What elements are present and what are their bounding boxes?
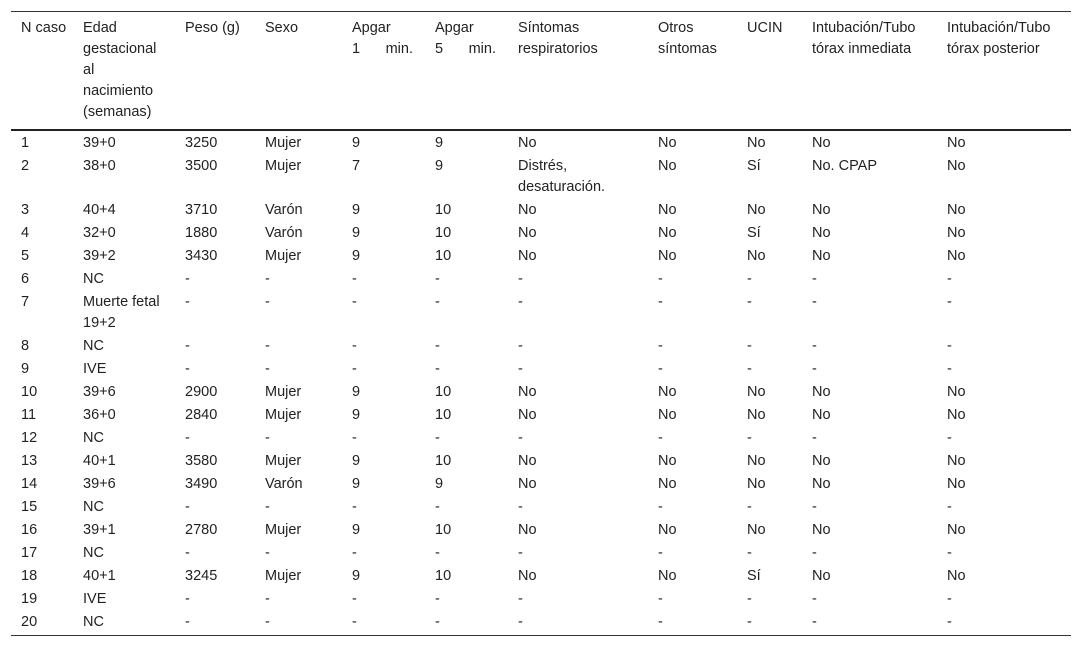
- cell-otros-sintomas: No: [658, 202, 677, 218]
- cell-sexo: -: [265, 499, 270, 515]
- cell-otros-sintomas: No: [658, 522, 677, 538]
- header-apgar-1: [342, 12, 425, 131]
- cell-intubacion-posterior: No: [947, 135, 966, 151]
- cell-peso: 3580: [185, 453, 218, 469]
- table-row: [11, 246, 1071, 269]
- cell-sexo: Varón: [265, 225, 303, 241]
- cell-ucin: -: [747, 294, 752, 310]
- cell-otros-sintomas: No: [658, 248, 677, 264]
- cell-intubacion-inmediata: No: [812, 568, 831, 584]
- cell-otros-sintomas: No: [658, 453, 677, 469]
- cell-apgar-5: -: [435, 338, 440, 354]
- header-intubacion-posterior: Intubación/Tubo tórax posterior: [947, 20, 1051, 57]
- header-apgar-5: [425, 12, 508, 131]
- cell-edad-gestacional: 32+0: [83, 225, 116, 241]
- cell-sexo: -: [265, 591, 270, 607]
- cell-intubacion-posterior: No: [947, 476, 966, 492]
- cell-sintomas-respiratorios: -: [518, 361, 523, 377]
- header-edad-gestacional: [73, 12, 175, 131]
- cell-apgar-1: 9: [352, 407, 361, 423]
- cell-sintomas-respiratorios: No: [518, 407, 537, 423]
- table-row: [11, 269, 1071, 292]
- cell-n-caso: 18: [21, 568, 38, 584]
- table-row: [11, 474, 1071, 497]
- cell-otros-sintomas: -: [658, 430, 663, 446]
- cell-n-caso: 3: [21, 202, 30, 218]
- cell-ucin: -: [747, 614, 752, 630]
- table-row: [11, 359, 1071, 382]
- cell-ucin: No: [747, 476, 766, 492]
- table-container: [11, 11, 1071, 636]
- cell-sexo: -: [265, 545, 270, 561]
- cell-sexo: Mujer: [265, 135, 302, 151]
- cell-edad-gestacional: 36+0: [83, 407, 116, 423]
- cell-apgar-1: 9: [352, 384, 361, 400]
- table-row: [11, 520, 1071, 543]
- header-apgar-1-unit: min.: [385, 41, 413, 57]
- table-row: [11, 451, 1071, 474]
- cell-intubacion-posterior: No: [947, 384, 966, 400]
- cell-otros-sintomas: No: [658, 225, 677, 241]
- cell-peso: 2900: [185, 384, 218, 400]
- cell-otros-sintomas: No: [658, 135, 677, 151]
- cell-edad-gestacional: 40+1: [83, 453, 116, 469]
- cell-ucin: -: [747, 338, 752, 354]
- cell-intubacion-inmediata: -: [812, 430, 817, 446]
- header-row: [11, 12, 1071, 131]
- cell-peso: -: [185, 338, 190, 354]
- cell-peso: -: [185, 430, 190, 446]
- cell-n-caso: 4: [21, 225, 30, 241]
- cell-apgar-5: 9: [435, 135, 444, 151]
- cell-otros-sintomas: No: [658, 384, 677, 400]
- cell-intubacion-inmediata: -: [812, 545, 817, 561]
- cell-otros-sintomas: -: [658, 545, 663, 561]
- cell-apgar-5: 10: [435, 453, 452, 469]
- cell-ucin: -: [747, 545, 752, 561]
- cell-sintomas-respiratorios: No: [518, 568, 537, 584]
- cell-edad-gestacional: 39+0: [83, 135, 116, 151]
- cell-intubacion-inmediata: No: [812, 522, 831, 538]
- header-edad-line: (semanas): [83, 104, 152, 120]
- cell-apgar-5: -: [435, 271, 440, 287]
- cell-ucin: No: [747, 248, 766, 264]
- cell-intubacion-posterior: -: [947, 499, 952, 515]
- cell-edad-gestacional: 39+6: [83, 384, 116, 400]
- cell-peso: 3250: [185, 135, 218, 151]
- cell-apgar-1: 9: [352, 248, 361, 264]
- table-row: [11, 543, 1071, 566]
- cell-edad-gestacional: Muerte fetal 19+2: [83, 294, 160, 331]
- cell-n-caso: 14: [21, 476, 38, 492]
- header-apgar-5-word: Apgar: [435, 20, 474, 36]
- header-apgar-1-number: 1: [352, 41, 361, 57]
- table-row: [11, 589, 1071, 612]
- cell-intubacion-inmediata: No: [812, 476, 831, 492]
- cell-intubacion-posterior: No: [947, 202, 966, 218]
- cell-apgar-5: 10: [435, 384, 452, 400]
- header-apgar-1-sub: [352, 39, 421, 60]
- cell-peso: -: [185, 545, 190, 561]
- cell-sintomas-respiratorios: -: [518, 591, 523, 607]
- cell-sintomas-respiratorios: No: [518, 135, 537, 151]
- cell-sintomas-respiratorios: No: [518, 384, 537, 400]
- cell-apgar-5: -: [435, 614, 440, 630]
- cell-sintomas-respiratorios: No: [518, 202, 537, 218]
- header-edad-line: nacimiento: [83, 83, 154, 99]
- cell-n-caso: 10: [21, 384, 38, 400]
- cell-apgar-5: -: [435, 591, 440, 607]
- cell-apgar-5: -: [435, 361, 440, 377]
- cell-sexo: -: [265, 338, 270, 354]
- cell-n-caso: 15: [21, 499, 38, 515]
- cell-sexo: Mujer: [265, 407, 302, 423]
- cell-sexo: Varón: [265, 202, 303, 218]
- cell-apgar-1: -: [352, 545, 357, 561]
- cell-otros-sintomas: -: [658, 499, 663, 515]
- cell-ucin: Sí: [747, 158, 761, 174]
- table-header: [11, 12, 1071, 131]
- cell-n-caso: 20: [21, 614, 38, 630]
- cell-intubacion-posterior: -: [947, 271, 952, 287]
- cell-intubacion-posterior: -: [947, 591, 952, 607]
- table-row: [11, 130, 1071, 156]
- cell-intubacion-inmediata: No: [812, 407, 831, 423]
- cell-intubacion-posterior: No: [947, 568, 966, 584]
- cell-intubacion-inmediata: -: [812, 361, 817, 377]
- cell-ucin: No: [747, 202, 766, 218]
- cell-sexo: -: [265, 430, 270, 446]
- cell-edad-gestacional: 40+1: [83, 568, 116, 584]
- cell-apgar-1: -: [352, 614, 357, 630]
- cell-apgar-1: 9: [352, 225, 361, 241]
- cell-intubacion-inmediata: No: [812, 135, 831, 151]
- cell-edad-gestacional: 39+6: [83, 476, 116, 492]
- cell-n-caso: 5: [21, 248, 30, 264]
- cell-apgar-1: -: [352, 338, 357, 354]
- cell-sexo: Mujer: [265, 248, 302, 264]
- cell-intubacion-posterior: No: [947, 407, 966, 423]
- cell-apgar-5: 10: [435, 202, 452, 218]
- cell-peso: 3490: [185, 476, 218, 492]
- cell-intubacion-inmediata: No: [812, 202, 831, 218]
- header-apgar-5-number: 5: [435, 41, 444, 57]
- cell-intubacion-posterior: No: [947, 158, 966, 174]
- cell-n-caso: 12: [21, 430, 38, 446]
- cell-apgar-5: -: [435, 499, 440, 515]
- cell-sintomas-respiratorios: No: [518, 453, 537, 469]
- cell-otros-sintomas: -: [658, 591, 663, 607]
- cell-apgar-1: -: [352, 430, 357, 446]
- cell-apgar-5: 9: [435, 158, 444, 174]
- cell-sintomas-respiratorios: No: [518, 225, 537, 241]
- cell-sintomas-respiratorios: -: [518, 294, 523, 310]
- cell-intubacion-posterior: -: [947, 294, 952, 310]
- cell-peso: -: [185, 294, 190, 310]
- header-otros-sintomas: Otros síntomas: [658, 20, 717, 57]
- cell-ucin: -: [747, 271, 752, 287]
- table-row: [11, 200, 1071, 223]
- cell-ucin: -: [747, 361, 752, 377]
- cell-apgar-5: -: [435, 294, 440, 310]
- cell-otros-sintomas: -: [658, 361, 663, 377]
- cell-sintomas-respiratorios: -: [518, 545, 523, 561]
- cell-apgar-5: 10: [435, 225, 452, 241]
- cell-edad-gestacional: 39+2: [83, 248, 116, 264]
- cell-edad-gestacional: 39+1: [83, 522, 116, 538]
- cell-otros-sintomas: -: [658, 294, 663, 310]
- cell-intubacion-inmediata: No: [812, 453, 831, 469]
- cell-sexo: -: [265, 361, 270, 377]
- cell-n-caso: 16: [21, 522, 38, 538]
- table-row: [11, 566, 1071, 589]
- cell-peso: 3710: [185, 202, 218, 218]
- cell-edad-gestacional: 38+0: [83, 158, 116, 174]
- cell-apgar-1: 9: [352, 453, 361, 469]
- cell-edad-gestacional: NC: [83, 430, 104, 446]
- cell-sintomas-respiratorios: -: [518, 499, 523, 515]
- cell-peso: 3245: [185, 568, 218, 584]
- cell-apgar-1: -: [352, 361, 357, 377]
- table-row: [11, 292, 1071, 336]
- cell-intubacion-inmediata: No. CPAP: [812, 158, 878, 174]
- cell-sintomas-respiratorios: No: [518, 522, 537, 538]
- cell-intubacion-posterior: -: [947, 614, 952, 630]
- cell-intubacion-posterior: No: [947, 248, 966, 264]
- header-sintomas-respiratorios: Síntomas respiratorios: [518, 20, 598, 57]
- table-row: [11, 223, 1071, 246]
- header-sexo: Sexo: [265, 20, 299, 36]
- cell-apgar-1: -: [352, 271, 357, 287]
- cell-sexo: -: [265, 614, 270, 630]
- cell-peso: 2780: [185, 522, 218, 538]
- cell-peso: -: [185, 614, 190, 630]
- cell-edad-gestacional: NC: [83, 338, 104, 354]
- cell-ucin: -: [747, 499, 752, 515]
- cell-apgar-1: 7: [352, 158, 361, 174]
- cell-sexo: -: [265, 271, 270, 287]
- table-row: [11, 428, 1071, 451]
- cell-sintomas-respiratorios: No: [518, 248, 537, 264]
- cell-sintomas-respiratorios: -: [518, 614, 523, 630]
- header-edad-line: al: [83, 62, 95, 78]
- table-row: [11, 336, 1071, 359]
- cell-intubacion-posterior: -: [947, 430, 952, 446]
- cell-intubacion-inmediata: No: [812, 384, 831, 400]
- cell-intubacion-inmediata: No: [812, 225, 831, 241]
- cell-intubacion-inmediata: -: [812, 294, 817, 310]
- cell-sintomas-respiratorios: -: [518, 338, 523, 354]
- cell-otros-sintomas: -: [658, 271, 663, 287]
- cell-peso: 2840: [185, 407, 218, 423]
- cell-apgar-1: -: [352, 591, 357, 607]
- cell-peso: -: [185, 591, 190, 607]
- cell-edad-gestacional: 40+4: [83, 202, 116, 218]
- cell-apgar-1: 9: [352, 135, 361, 151]
- header-edad-line: Edad: [83, 20, 117, 36]
- cell-otros-sintomas: No: [658, 476, 677, 492]
- table-body: [11, 130, 1071, 636]
- cell-peso: 3430: [185, 248, 218, 264]
- cell-ucin: Sí: [747, 568, 761, 584]
- cell-apgar-1: 9: [352, 202, 361, 218]
- cell-sexo: Mujer: [265, 568, 302, 584]
- cell-edad-gestacional: IVE: [83, 361, 107, 377]
- header-ucin: UCIN: [747, 20, 783, 36]
- neonatal-outcomes-table: [11, 11, 1071, 636]
- cell-apgar-5: 10: [435, 568, 452, 584]
- cell-apgar-5: 9: [435, 476, 444, 492]
- cell-n-caso: 8: [21, 338, 30, 354]
- header-edad-line: gestacional: [83, 41, 157, 57]
- cell-ucin: No: [747, 407, 766, 423]
- cell-sintomas-respiratorios: Distrés, desaturación.: [518, 158, 606, 195]
- cell-ucin: -: [747, 591, 752, 607]
- cell-intubacion-inmediata: -: [812, 499, 817, 515]
- cell-apgar-1: 9: [352, 568, 361, 584]
- cell-n-caso: 2: [21, 158, 30, 174]
- cell-n-caso: 1: [21, 135, 30, 151]
- cell-apgar-5: 10: [435, 407, 452, 423]
- cell-n-caso: 6: [21, 271, 30, 287]
- cell-intubacion-posterior: -: [947, 338, 952, 354]
- cell-otros-sintomas: No: [658, 158, 677, 174]
- cell-sexo: Mujer: [265, 384, 302, 400]
- cell-edad-gestacional: IVE: [83, 591, 107, 607]
- cell-intubacion-inmediata: No: [812, 248, 831, 264]
- cell-edad-gestacional: NC: [83, 614, 104, 630]
- cell-n-caso: 13: [21, 453, 38, 469]
- cell-apgar-5: -: [435, 430, 440, 446]
- cell-sintomas-respiratorios: -: [518, 430, 523, 446]
- cell-apgar-1: -: [352, 294, 357, 310]
- cell-intubacion-inmediata: -: [812, 338, 817, 354]
- cell-edad-gestacional: NC: [83, 271, 104, 287]
- cell-sexo: Varón: [265, 476, 303, 492]
- cell-otros-sintomas: No: [658, 568, 677, 584]
- cell-intubacion-posterior: -: [947, 361, 952, 377]
- cell-intubacion-posterior: No: [947, 225, 966, 241]
- cell-ucin: No: [747, 522, 766, 538]
- cell-peso: 3500: [185, 158, 218, 174]
- cell-intubacion-inmediata: -: [812, 614, 817, 630]
- table-row: [11, 382, 1071, 405]
- cell-intubacion-posterior: -: [947, 545, 952, 561]
- table-row: [11, 156, 1071, 200]
- header-n-caso: N caso: [21, 20, 67, 36]
- cell-apgar-1: 9: [352, 522, 361, 538]
- cell-peso: -: [185, 499, 190, 515]
- header-apgar-5-unit: min.: [468, 41, 496, 57]
- table-row: [11, 497, 1071, 520]
- table-row: [11, 405, 1071, 428]
- cell-intubacion-inmediata: -: [812, 271, 817, 287]
- cell-otros-sintomas: No: [658, 407, 677, 423]
- cell-ucin: No: [747, 453, 766, 469]
- header-apgar-1-word: Apgar: [352, 20, 391, 36]
- header-intubacion-inmediata: Intubación/Tubo tórax inmediata: [812, 20, 916, 57]
- table-row: [11, 612, 1071, 636]
- cell-otros-sintomas: -: [658, 338, 663, 354]
- cell-apgar-5: 10: [435, 248, 452, 264]
- cell-edad-gestacional: NC: [83, 545, 104, 561]
- cell-ucin: -: [747, 430, 752, 446]
- cell-edad-gestacional: NC: [83, 499, 104, 515]
- cell-sintomas-respiratorios: -: [518, 271, 523, 287]
- cell-n-caso: 11: [21, 407, 37, 423]
- cell-n-caso: 17: [21, 545, 38, 561]
- cell-ucin: No: [747, 384, 766, 400]
- cell-peso: -: [185, 271, 190, 287]
- cell-otros-sintomas: -: [658, 614, 663, 630]
- cell-ucin: No: [747, 135, 766, 151]
- cell-intubacion-inmediata: -: [812, 591, 817, 607]
- cell-peso: -: [185, 361, 190, 377]
- cell-apgar-5: -: [435, 545, 440, 561]
- cell-peso: 1880: [185, 225, 218, 241]
- cell-intubacion-posterior: No: [947, 453, 966, 469]
- header-peso: Peso (g): [185, 20, 240, 36]
- cell-apgar-1: -: [352, 499, 357, 515]
- cell-n-caso: 7: [21, 294, 30, 310]
- cell-intubacion-posterior: No: [947, 522, 966, 538]
- cell-sintomas-respiratorios: No: [518, 476, 537, 492]
- cell-sexo: -: [265, 294, 270, 310]
- cell-n-caso: 9: [21, 361, 30, 377]
- cell-apgar-5: 10: [435, 522, 452, 538]
- cell-sexo: Mujer: [265, 522, 302, 538]
- header-apgar-5-sub: [435, 39, 504, 60]
- cell-apgar-1: 9: [352, 476, 361, 492]
- cell-n-caso: 19: [21, 591, 38, 607]
- cell-sexo: Mujer: [265, 453, 302, 469]
- cell-sexo: Mujer: [265, 158, 302, 174]
- cell-ucin: Sí: [747, 225, 761, 241]
